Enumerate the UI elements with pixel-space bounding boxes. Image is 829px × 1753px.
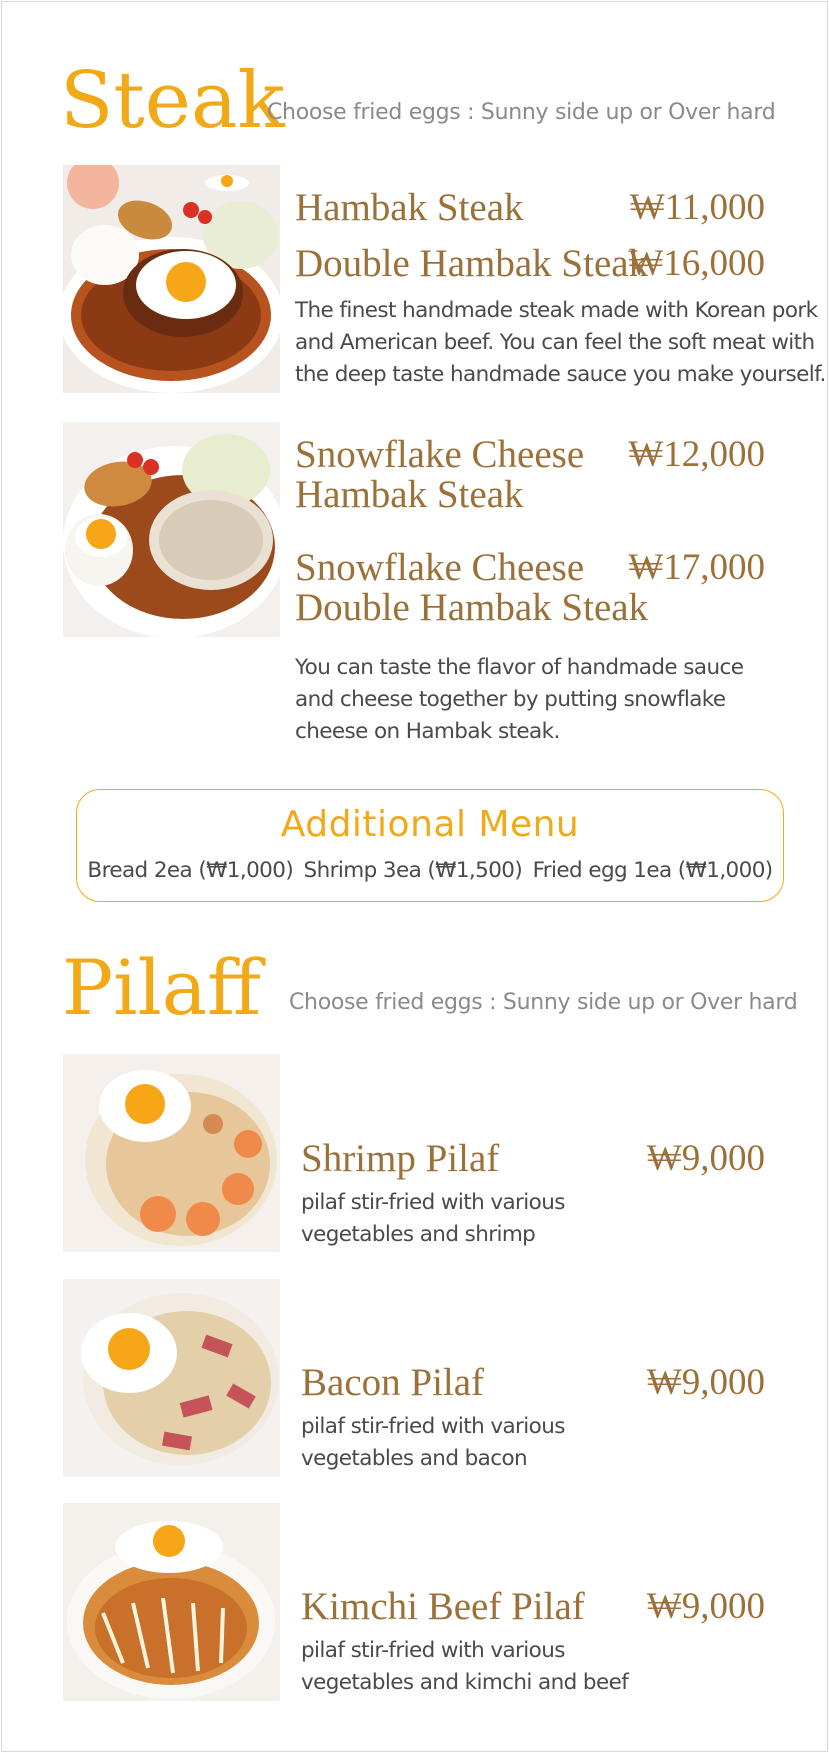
shrimp-pilaf-photo: [63, 1054, 280, 1252]
item-hambak-steak-price: ₩11,000: [629, 187, 765, 228]
shrimp-pilaf-description: [301, 1187, 565, 1251]
additional-menu-box: [76, 789, 784, 902]
snowflake-cheese-steak-photo: [63, 422, 280, 637]
hambak-steak-description: [295, 295, 826, 391]
item-name-line: Hambak Steak: [295, 473, 524, 516]
kimchi-beef-pilaf-photo: [63, 1503, 280, 1701]
description-line: cheese on Hambak steak.: [295, 719, 560, 744]
description-line: and cheese together by putting snowflake: [295, 687, 726, 712]
snowflake-cheese-description: [295, 652, 743, 748]
description-line: The finest handmade steak made with Korean pork: [295, 298, 818, 323]
item-bacon-pilaf-name: Bacon Pilaf: [301, 1361, 485, 1404]
item-bacon-pilaf-price: ₩9,000: [646, 1362, 765, 1403]
item-name-line: Double Hambak Steak: [295, 586, 649, 629]
item-shrimp-pilaf-price: ₩9,000: [646, 1138, 765, 1179]
item-kimchi-beef-pilaf-name: Kimchi Beef Pilaf: [301, 1585, 585, 1628]
pilaff-egg-note: Choose fried eggs : Sunny side up or Over hard: [289, 990, 798, 1015]
description-line: pilaf stir-fried with various: [301, 1638, 565, 1663]
description-line: the deep taste handmade sauce you make yourself.: [295, 362, 826, 387]
additional-menu-items: [77, 858, 783, 883]
item-name-line: Snowflake Cheese: [295, 546, 585, 589]
description-line: vegetables and shrimp: [301, 1222, 536, 1247]
steak-egg-note: Choose fried eggs : Sunny side up or Over hard: [267, 100, 776, 125]
kimchi-beef-pilaf-description: [301, 1635, 628, 1699]
menu-page: [1, 1, 828, 1752]
item-snowflake-cheese-hambak-steak-price: ₩12,000: [628, 434, 765, 475]
item-double-hambak-steak-name: Double Hambak Steak: [295, 242, 649, 285]
additional-menu-title: Additional Menu: [280, 804, 580, 845]
description-line: pilaf stir-fried with various: [301, 1414, 565, 1439]
pilaff-section-title: Pilaff: [62, 943, 262, 1032]
additional-item-fried-egg: Fried egg 1ea (₩1,000): [532, 858, 773, 883]
description-line: vegetables and kimchi and beef: [301, 1670, 629, 1695]
additional-item-bread: Bread 2ea (₩1,000): [87, 858, 294, 883]
item-snowflake-cheese-hambak-steak-name: [295, 435, 584, 515]
hambak-steak-photo: [63, 165, 280, 393]
item-hambak-steak-name: Hambak Steak: [295, 186, 524, 229]
item-shrimp-pilaf-name: Shrimp Pilaf: [301, 1137, 500, 1180]
item-name-line: Snowflake Cheese: [295, 433, 585, 476]
bacon-pilaf-photo: [63, 1279, 280, 1477]
description-line: vegetables and bacon: [301, 1446, 528, 1471]
description-line: You can taste the flavor of handmade sauce: [295, 655, 744, 680]
description-line: and American beef. You can feel the soft meat with: [295, 330, 815, 355]
item-double-hambak-steak-price: ₩16,000: [628, 243, 765, 284]
item-snowflake-cheese-double-hambak-steak-price: ₩17,000: [628, 547, 765, 588]
item-snowflake-cheese-double-hambak-steak-name: [295, 548, 648, 628]
additional-item-shrimp: Shrimp 3ea (₩1,500): [303, 858, 523, 883]
description-line: pilaf stir-fried with various: [301, 1190, 565, 1215]
steak-section-title: Steak: [60, 56, 285, 146]
item-kimchi-beef-pilaf-price: ₩9,000: [646, 1586, 765, 1627]
bacon-pilaf-description: [301, 1411, 565, 1475]
